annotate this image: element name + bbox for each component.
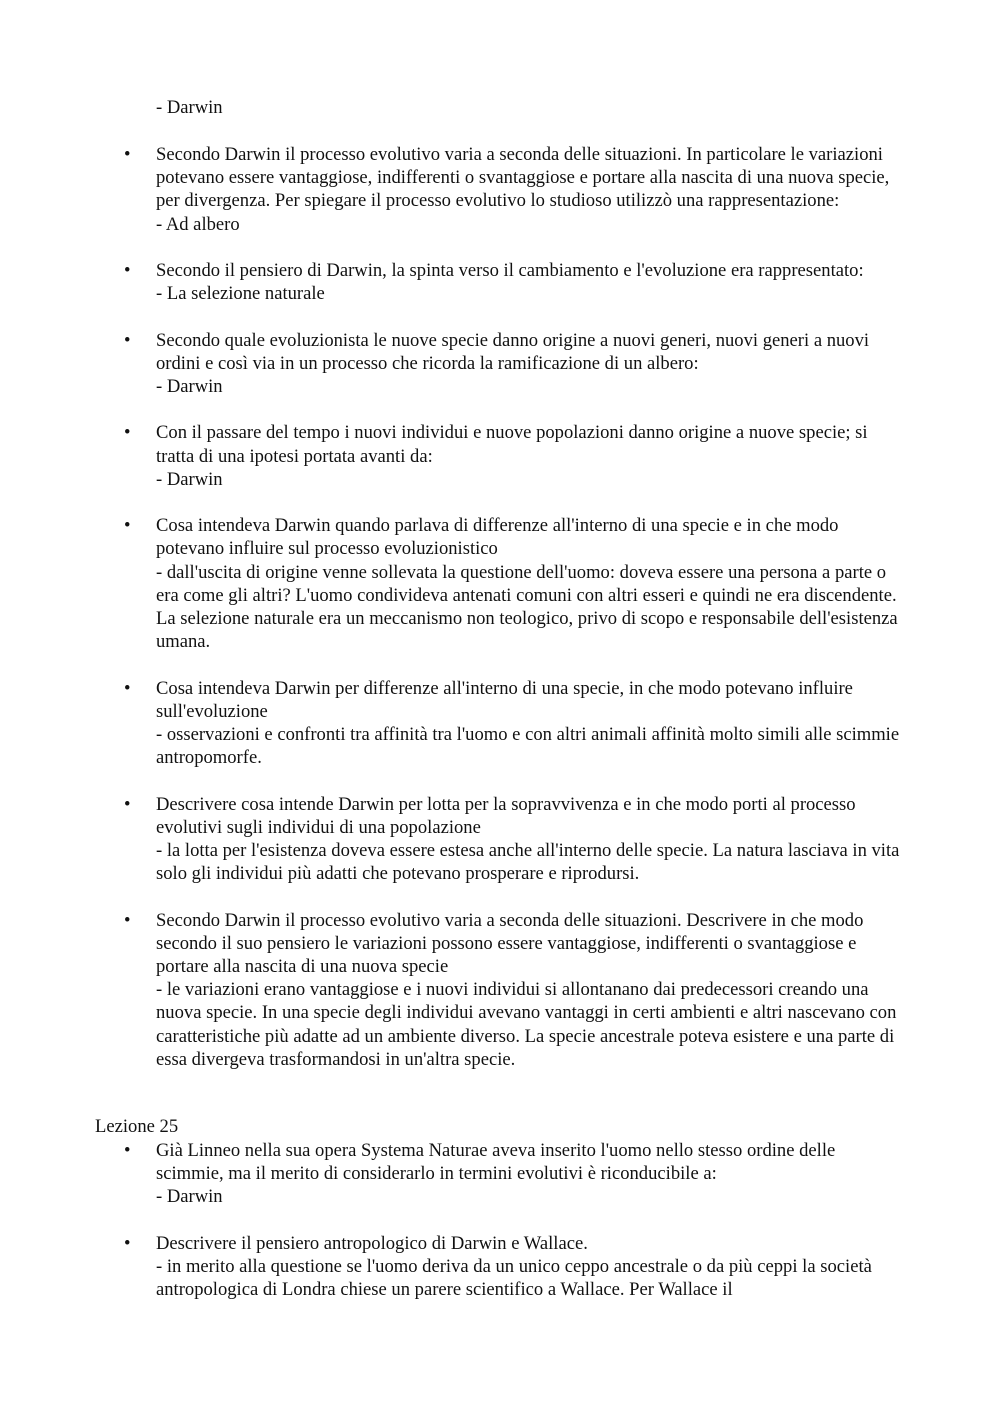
bullet: • [124,909,131,931]
list-item [0,329,906,399]
question-list-after [0,1139,1000,1301]
bullet: • [124,793,131,815]
answer-text: - Ad albero [156,213,240,235]
question-text: Cosa intendeva Darwin per differenze all'interno di una specie, in che modo potevano influire sull'evoluzione [156,677,853,722]
list-item [0,793,906,886]
list-item [0,514,906,653]
question-text: Descrivere cosa intende Darwin per lotta per la sopravvivenza e in che modo porti al processo evolutivi sugli individui di una popolazione [156,793,856,838]
question-text: Descrivere il pensiero antropologico di Darwin e Wallace. [156,1232,588,1254]
bullet: • [124,1232,131,1254]
question-text: Secondo Darwin il processo evolutivo varia a seconda delle situazioni. Descrivere in che modo secondo il suo pensiero le variazioni possono essere vantaggiose, indifferenti o svantaggiose e portare alla nascita di una nuova specie [156,909,864,977]
answer-text: - Darwin [156,376,223,397]
bullet: • [124,515,131,537]
bullet: • [124,329,131,351]
list-item [0,143,906,236]
list-item [0,421,906,491]
list-item [0,259,906,305]
answer-text: - La selezione naturale [156,283,325,305]
answer-text: - le variazioni erano vantaggiose e i nuovi individui si allontanano dai predecessori creando una nuova specie. In una specie degli individui avevano vantaggi in certi ambienti e altri nascevano con caratteristiche più adatte ad un ambiente diverso. La specie ancestrale poteva esistere e una parte di essa divergeva trasformandosi in un'altra specie. [156,979,897,1070]
question-text: Secondo Darwin il processo evolutivo varia a seconda delle situazioni. In particolare le variazioni potevano essere vantaggiose, indifferenti o svantaggiose e portare alla nascita di una nuova specie, per divergenza. Per spiegare il processo evolutivo lo studioso utilizzò una rappresentazione: [156,144,890,212]
question-text: Con il passare del tempo i nuovi individui e nuove popolazioni danno origine a nuove specie; si tratta di una ipotesi portata avanti da: [156,422,868,467]
answer-text: - Darwin [156,468,223,490]
question-list-before [0,143,1000,1071]
answer-text: - dall'uscita di origine venne sollevata la questione dell'uomo: doveva essere una persona a parte o era come gli altri? L'uomo condivideva antenati comuni con altri esseri e quindi ne era discendente. La selezione naturale era un meccanismo non teologico, privo di scopo e responsabile dell'esistenza umana. [156,561,898,653]
list-item [0,677,906,770]
intro-answer: - Darwin [156,97,223,118]
bullet: • [124,1140,131,1161]
bullet: • [124,422,131,444]
section-heading: Lezione 25 [95,1116,179,1137]
question-text: Cosa intendeva Darwin quando parlava di differenze all'interno di una specie e in che modo potevano influire sul processo evoluzionistico [156,515,839,560]
bullet: • [124,677,131,699]
answer-text: - la lotta per l'esistenza doveva essere estesa anche all'interno delle specie. La natura lasciava in vita solo gli individui più adatti che potevano prosperare e riprodursi. [156,840,900,885]
answer-text: - in merito alla questione se l'uomo deriva da un unico ceppo ancestrale o da più ceppi la società antropologica di Londra chiese un parere scientifico a Wallace. Per Wallace il [156,1256,872,1301]
question-text: Secondo quale evoluzionista le nuove specie danno origine a nuovi generi, nuovi generi a nuovi ordini e così via in un processo che ricorda la ramificazione di un albero: [156,329,870,374]
answer-text: - Darwin [156,1186,223,1208]
bullet: • [124,144,131,165]
question-text: Secondo il pensiero di Darwin, la spinta verso il cambiamento e l'evoluzione era rappresentato: [156,260,864,281]
bullet: • [124,260,131,281]
answer-text: - osservazioni e confronti tra affinità tra l'uomo e con altri animali affinità molto simili alle scimmie antropomorfe. [156,724,900,769]
question-text: Già Linneo nella sua opera Systema Naturae aveva inserito l'uomo nello stesso ordine delle scimmie, ma il merito di considerarlo in termini evolutivi è riconducibile a: [156,1140,836,1185]
list-item [0,909,906,1071]
list-item [0,1139,906,1209]
list-item [0,1232,906,1302]
